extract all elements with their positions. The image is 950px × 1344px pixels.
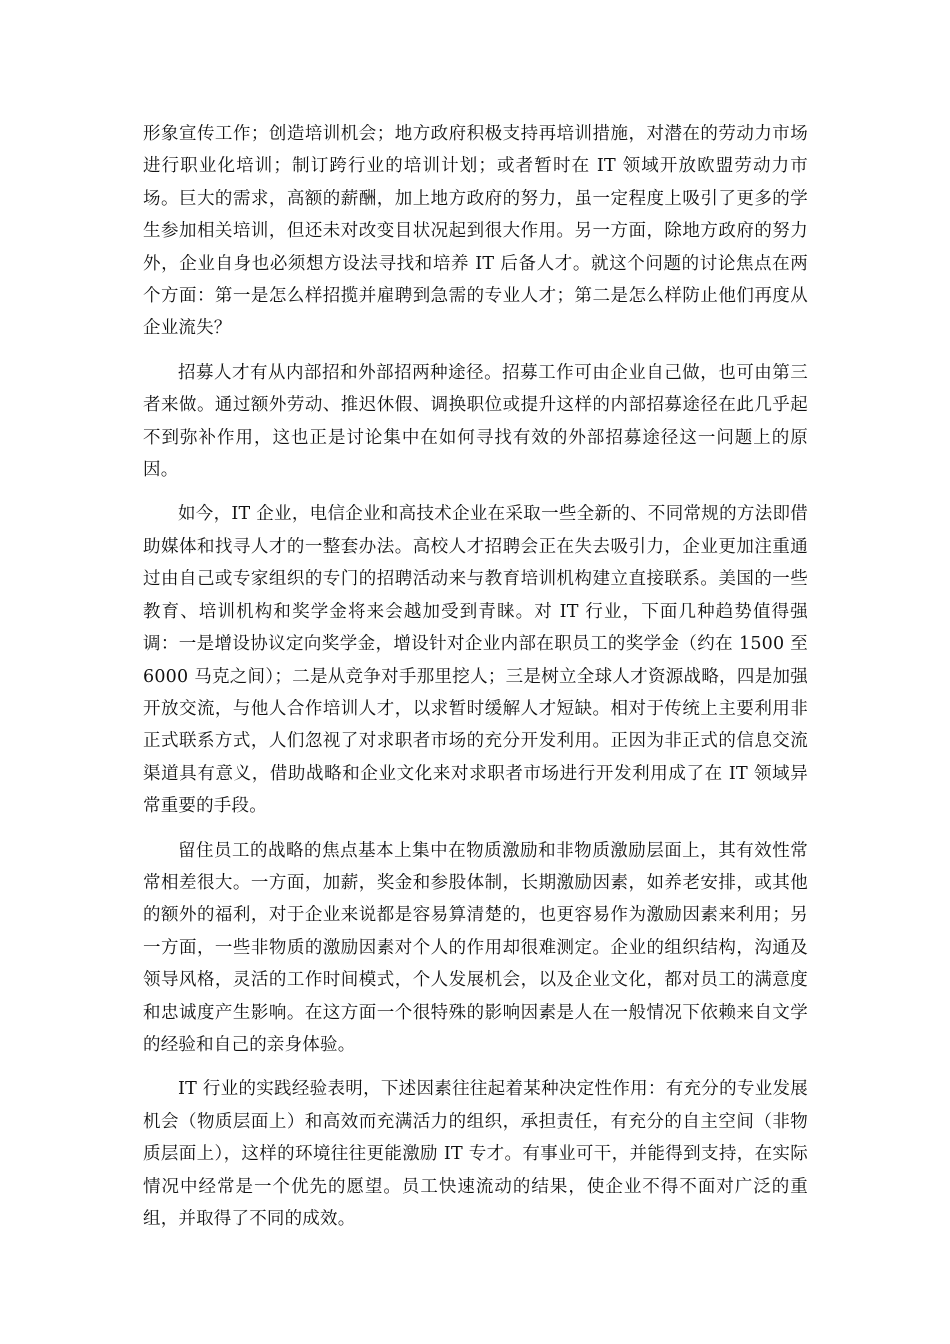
paragraph-4: 留住员工的战略的焦点基本上集中在物质激励和非物质激励层面上，其有效性常常相差很大。一方面，加薪，奖金和参股体制，长期激励因素，如养老安排，或其他的额外的福利，对于企业来说都是容易算清楚的，也更容易作为激励因素来利用；另一方面，一些非物质的激励因素对个人的作用却很难测定。企业的组织结构，沟通及领导风格，灵活的工作时间模式，个人发展机会，以及企业文化，都对员工的满意度和忠诚度产生影响。在这方面一个很特殊的影响因素是人在一般情况下依赖来自文学的经验和自己的亲身体验。 [143,840,808,1055]
document-body [143,118,808,1247]
paragraph-3: 如今，IT 企业，电信企业和高技术企业在采取一些全新的、不同常规的方法即借助媒体和找寻人才的一整套办法。高校人才招聘会正在失去吸引力，企业更加注重通过由自己或专家组织的专门的招聘活动来与教育培训机构建立直接联系。美国的一些教育、培训机构和奖学金将来会越加受到青睐。对 IT 行业，下面几种趋势值得强调：一是增设协议定向奖学金，增设针对企业内部在职员工的奖学金（约在 1500 至 6000 马克之间）；二是从竞争对手那里挖人；三是树立全球人才资源战略，四是加强开放交流，与他人合作培训人才，以求暂时缓解人才短缺。相对于传统上主要利用非正式联系方式，人们忽视了对求职者市场的充分开发利用。正因为非正式的信息交流渠道具有意义，借助战略和企业文化来对求职者市场进行开发利用成了在 IT 领域异常重要的手段。 [143,504,808,817]
paragraph-2: 招募人才有从内部招和外部招两种途径。招募工作可由企业自己做，也可由第三者来做。通过额外劳动、推迟休假、调换职位或提升这样的内部招募途径在此几乎起不到弥补作用，这也正是讨论集中在如何寻找有效的外部招募途径这一问题上的原因。 [143,362,808,481]
paragraph-5: IT 行业的实践经验表明，下述因素往往起着某种决定性作用：有充分的专业发展机会（物质层面上）和高效而充满活力的组织，承担责任，有充分的自主空间（非物质层面上），这样的环境往往更能激励 IT 专才。有事业可干，并能得到支持，在实际情况中经常是一个优先的愿望。员工快速流动的结果，使企业不得不面对广泛的重组，并取得了不同的成效。 [143,1079,808,1229]
paragraph-1: 形象宣传工作；创造培训机会；地方政府积极支持再培训措施，对潜在的劳动力市场进行职业化培训；制订跨行业的培训计划；或者暂时在 IT 领域开放欧盟劳动力市场。巨大的需求，高额的薪酬，加上地方政府的努力，虽一定程度上吸引了更多的学生参加相关培训，但还未对改变目状况起到很大作用。另一方面，除地方政府的努力外，企业自身也必须想方设法寻找和培养 IT 后备人才。就这个问题的讨论焦点在两个方面：第一是怎么样招揽并雇聘到急需的专业人才；第二是怎么样防止他们再度从企业流失？ [143,124,808,339]
